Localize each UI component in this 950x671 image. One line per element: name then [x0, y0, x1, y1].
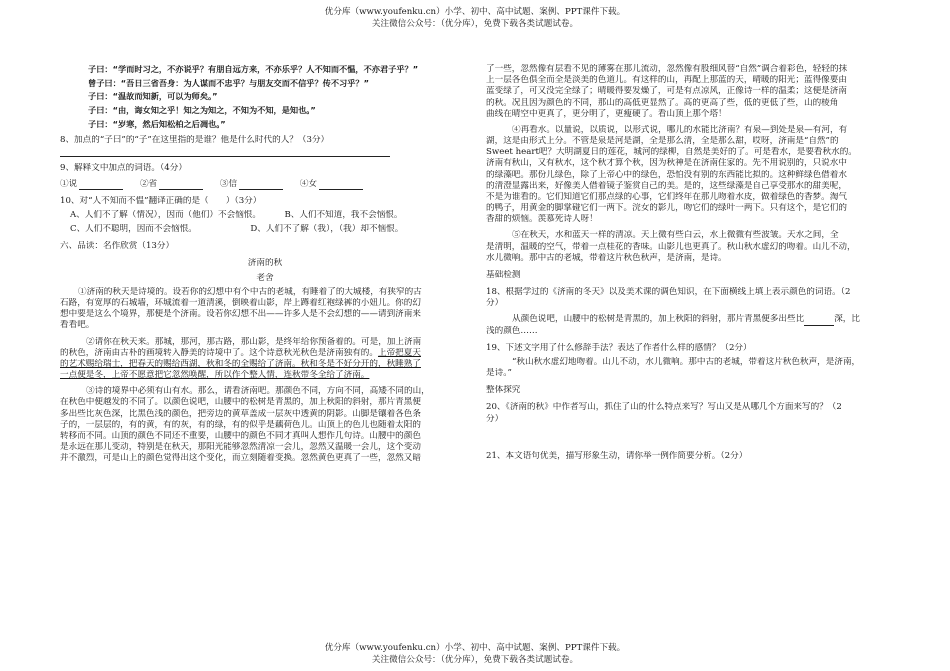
q10-option-d[interactable]: D、人们不了解（我），（我）却不恼恨。 — [250, 224, 404, 235]
q10-option-c[interactable]: C、人们不聪明，因而不会恼恨。 — [70, 224, 197, 235]
p2-underlined-line: 的艺术赐给瑞士，把春天的赐给西湖，秋和冬的全赐给了济南。秋和冬是不好分开的，秋睡熟了 — [60, 358, 421, 369]
header-line-2: 关注微信公众号：（优分库），免费下载各类试题试卷。 — [371, 19, 579, 29]
answer-line-8[interactable] — [60, 148, 390, 157]
p3-line: 多出些比灰色深，比黑色浅的颜色，把旁边的黄草盖成一层灰中透黄的阴影。山脚是镶着各色条 — [60, 408, 421, 419]
p4-line: 的清澄显露出来，好像美人借着镜子鉴赏自己的美。是的，这些绿藻是自己享受那水的甜美呢， — [486, 180, 847, 191]
question-20: 20、《济南的秋》中作者写山，抓住了山的什么特点来写？写山又是从哪几个方面来写的？（2 — [486, 402, 842, 413]
q9-blank-2[interactable] — [159, 180, 203, 190]
q18-text-a: 从颜色说吧，山腰中的松树是青黑的，加上秋阳的斜射，那片青黑便多出些比 — [512, 314, 805, 325]
p3c-line: 蓝变绿了，可又没完全绿了；晴暖得要发燥了，可是有点凉风，正像诗一样的温柔；这便是济南 — [486, 86, 847, 97]
article-title: 济南的秋 — [247, 258, 283, 269]
question-18: 18、根据学过的《济南的冬天》以及美术课的调色知识，在下面横线上填上表示颜色的词语。（2 — [486, 287, 851, 298]
p3c-line: 曲线在晴空中更真了，更分明了，更瘦硬了。看山顶上那个塔！ — [486, 108, 727, 119]
q9-item-3: ③信 — [219, 178, 238, 189]
q18-text-c: 浅的颜色…… — [486, 325, 538, 336]
p4-line: Sweet heart吧？大明湖夏日的莲花，城河的绿柳，自然是美好的了。可是看水，是要看秋水的。 — [486, 147, 857, 158]
p4-line: 的绿藻吧。那份儿绿色，除了上帝心中的绿色，恐怕没有别的东西能比拟的。这种鲜绿色借着水 — [486, 169, 847, 180]
explore-heading: 整体探究 — [486, 385, 521, 396]
question-10: 10、对“人不知而不愠”翻译正确的是（ ）（3分） — [60, 195, 262, 206]
left-column — [60, 50, 470, 464]
q19-quote: “秋山秋水虚幻地吻着。山儿不动，水儿微响。那中古的老城，带着这片秋色秋声，是济南， — [512, 356, 861, 367]
paragraph-1 — [60, 287, 470, 332]
q18-blank-1[interactable] — [804, 317, 834, 326]
p1-line: 看看吧。 — [60, 320, 95, 331]
p5-line: 水儿微响。那中古的老城，带着这片秋色秋声，是济南，是诗。 — [486, 252, 727, 263]
p3-line: ③诗的境界中必须有山有水。那么，请看济南吧。那颜色不同，方向不同，高矮不同的山， — [86, 386, 430, 397]
page-footer — [0, 642, 950, 666]
p4-line: ④再看水。以量说，以质说，以形式说，哪儿的水能比济南？有泉—到处是泉—有河，有 — [512, 124, 848, 135]
paragraph-2 — [60, 337, 470, 382]
p4-line: 不是为谁看的。它们知道它们那点绿的心事，它们终年在那儿吻着水皮，做着绿色的香梦。淘气 — [486, 191, 847, 202]
quote-3: 子曰：“温故而知新，可以为师矣。” — [88, 91, 218, 102]
right-column — [486, 50, 896, 462]
q9-item-1: ①说 — [60, 178, 78, 189]
quote-4: 子曰：“由，诲女知之乎！知之为知之，不知为不知，是知也。” — [88, 104, 316, 115]
p3c-line: 上一层各色俱全而全是淡美的色道儿。有这样的山，再配上那蓝的天，晴暖的阳光；蓝得像要由 — [486, 75, 847, 86]
p2-underlined: 上帝把夏天 — [377, 347, 421, 358]
p4-line: 的鸭子，用黄金的脚掌碰它们一两下。浣女的影儿，吻它们的绿叶一两下。只有这个，是它们的 — [486, 203, 847, 214]
question-21: 21、本文语句优美，描写形象生动，请你举一例作简要分析。（2分） — [486, 450, 748, 461]
p2-line: ②请你在秋天来。那城，那河，那古路，那山影，是终年给你预备着的。可是，加上济南 — [86, 336, 422, 347]
p3-line: 并不激烈，可是山上的颜色觉得出这个变化，而立刻随着变换。忽然黄色更真了一些，忽然又暗 — [60, 453, 421, 464]
p5-line: ⑤在秋天，水和蓝天一样的清凉。天上微有些白云，水上微微有些波皱。天水之间，全 — [512, 230, 839, 241]
paragraph-5 — [486, 230, 896, 264]
p3c-line: 了一些，忽然像有层看不见的薄雾在那儿流动，忽然像有股细风替“自然”调合着彩色，轻轻的抹 — [486, 64, 848, 74]
q19-quote-end: 是诗。” — [486, 368, 512, 379]
paragraph-3-continued — [486, 64, 896, 120]
p4-line: 济南有秋山，又有秋水，这个秋才算个秋，因为秋神是在济南住家的。先不用说别的，只说水中 — [486, 158, 847, 169]
p1-line: ①济南的秋天是诗境的。设若你的幻想中有个中古的老城，有睡着了的大城楼，有狭窄的古 — [78, 286, 422, 297]
q9-blank-3[interactable] — [239, 180, 283, 190]
question-18-end: 分） — [486, 298, 504, 309]
p3-line: 在秋色中便越发的不同了。以颜色说吧，山腰中的松树是青黑的，加上秋阳的斜射，那片青黑便 — [60, 397, 421, 408]
q10-options-ab — [60, 210, 470, 221]
paragraph-4 — [486, 125, 896, 226]
p2-line — [60, 348, 470, 359]
question-9: 9、解释文中加点的词语。（4分） — [60, 163, 187, 174]
q18-fill-line-2 — [486, 326, 896, 337]
q18-fill-line — [486, 314, 896, 325]
p3c-line: 的秋。况且因为颜色的不同，那山的高低更显然了。高的更高了些，低的更低了些，山的棱角 — [486, 97, 839, 108]
q10-option-b[interactable]: B、人们不知道，我不会恼恨。 — [284, 209, 403, 220]
question-9-items — [60, 179, 470, 190]
p1-line: 石路，有宽厚的石城墙，环城流着一道清溪，倒映着山影，岸上蹲着红袍绿裤的小妞儿。你的幻 — [60, 298, 421, 308]
q9-item-2: ②省 — [139, 178, 158, 189]
footer-line-1: 优分库（www.youfenku.cn）小学、初中、高中试题、案例、PPT课件下载。 — [324, 643, 626, 653]
question-20-end: 分） — [486, 413, 504, 424]
p3-line: 是永远在那儿变动，特别是在秋天，那阳光能够忽然清凉一会儿，忽然又温暖一会儿，这个变动 — [60, 442, 421, 453]
p1-line: 想中要是这么个境界，那便是个济南。设若你幻想不出——许多人是不会幻想的——请到济南来 — [60, 309, 421, 320]
article-author: 老舍 — [256, 272, 274, 283]
question-19: 19、下述文字用了什么修辞手法？表达了作者什么样的感情？（2分） — [486, 342, 752, 353]
q10-options-cd — [60, 224, 470, 235]
q9-blank-4[interactable] — [319, 180, 363, 190]
basic-check-heading: 基础检测 — [486, 269, 521, 280]
p3-line: 子的，一层层的，有的黄，有的灰，有的绿，有的似乎是藕荷色儿。山顶上的色儿也随着太阳的 — [60, 419, 421, 430]
paragraph-3 — [60, 386, 470, 464]
section-6-heading: 六、品读：名作欣赏（13分） — [60, 241, 175, 252]
q9-item-4: ④女 — [299, 178, 318, 189]
p4-line: 香甜的烦恼。羡慕死诗人呀！ — [486, 214, 598, 225]
p3-line: 转移而不同。山顶的颜色不同还不重要，山腰中的颜色不同才真叫人想作几句诗。山腰中的颜色 — [60, 430, 421, 441]
footer-line-2: 关注微信公众号：（优分库），免费下载各类试题试卷。 — [371, 655, 579, 665]
q18-text-b: 深，比 — [834, 314, 860, 325]
quote-5: 子曰：“岁寒，然后知松柏之后凋也。” — [88, 118, 226, 129]
q10-option-a[interactable]: A、人们不了解（情况），因而（他们）不会恼恨。 — [70, 209, 261, 220]
p5-line: 是清明，温暖的空气，带着一点桂花的香味。山影儿也更真了。秋山秋水虚幻的吻着。山儿不动， — [486, 241, 856, 252]
header-line-1: 优分库（www.youfenku.cn）小学、初中、高中试题、案例、PPT课件下载。 — [324, 7, 626, 17]
p2-text: 的秋色，济南由古朴的画境转入静美的诗境中了。这个诗意秋光秋色是济南独有的。 — [60, 347, 378, 358]
question-8: 8、加点的“子曰”的“子”在这里指的是谁？他是什么时代的人？（3分） — [60, 135, 330, 146]
p2-underlined-line: 一点便是冬，上帝不愿意把它忽然唤醒，所以作个整人情，连秋带冬全给了济南。 — [60, 370, 370, 381]
quote-2: 曾子曰：“吾日三省吾身：为人谋而不忠乎？与朋友交而不信乎？传不习乎？” — [88, 77, 369, 88]
quote-1: 子曰：“学而时习之，不亦说乎？有朋自远方来，不亦乐乎？人不知而不愠，不亦君子乎？” — [88, 64, 419, 74]
q9-blank-1[interactable] — [79, 180, 123, 190]
page-header — [0, 6, 950, 30]
p4-line: 湖，这是由形式上分。不管是泉是河是湖，全是那么清，全是那么甜，哎呀，济南是“自然”的 — [486, 136, 839, 147]
